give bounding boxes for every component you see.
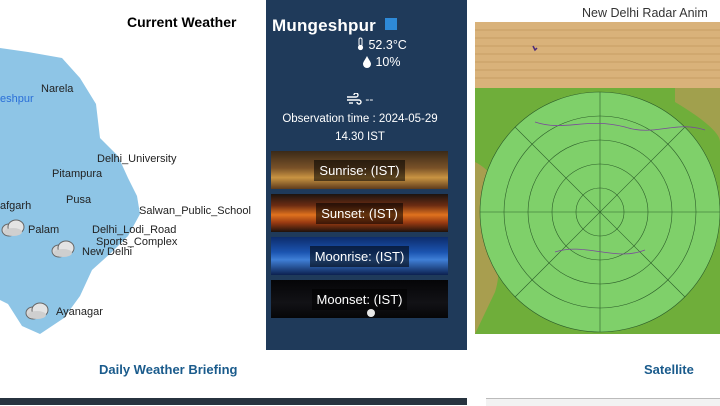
station-info-panel [266,0,467,350]
wind-row [346,92,373,106]
briefing-preview-strip [0,398,467,405]
droplet-icon [362,55,372,68]
map-label-new-delhi[interactable]: New Delhi [82,246,133,258]
sunset-label: Sunset: (IST) [316,203,403,224]
wind-value: -- [365,92,374,106]
map-label-mungeshpur[interactable]: eshpur [0,93,34,105]
map-label-pusa[interactable]: Pusa [66,194,92,206]
map-label-sports-complex[interactable]: Sports_Complex [96,236,178,248]
cloud-icon[interactable] [50,239,76,259]
moonset-label: Moonset: (IST) [312,289,408,310]
daily-weather-briefing-link[interactable]: Daily Weather Briefing [99,362,238,377]
satellite-link[interactable]: Satellite [644,362,694,377]
radar-image[interactable] [475,22,720,334]
delhi-region-map [0,0,265,350]
moon-icon [367,309,375,317]
station-marker-square [385,18,397,30]
map-label-delhi-lodi-road[interactable]: Delhi_Lodi_Road [92,224,177,236]
station-name: Mungeshpur [272,16,376,35]
map-label-ayanagar[interactable]: Ayanagar [56,306,103,318]
observation-clock: 14.30 IST [335,131,385,143]
map-label-salwan-public-school[interactable]: Salwan_Public_School [139,205,251,217]
cloud-icon[interactable] [0,218,26,238]
radar-title: New Delhi Radar Anim [582,6,708,20]
map-label-pitampura[interactable]: Pitampura [52,168,103,180]
thermometer-icon [356,37,365,51]
map-label-palam[interactable]: Palam [28,224,60,236]
wind-icon [346,93,362,105]
moonrise-box [271,237,448,275]
cloud-icon[interactable] [24,301,50,321]
observation-time: Observation time : 2024-05-29 [282,113,438,125]
humidity-row [362,55,401,69]
map-label-najafgarh[interactable]: afgarh [0,200,32,212]
sunrise-label: Sunrise: (IST) [314,160,404,181]
temperature-row [356,37,407,52]
sunrise-box [271,151,448,189]
map-label-narela[interactable]: Narela [41,83,74,95]
map-title: Current Weather [127,14,237,30]
temperature-value: 52.3°C [368,38,407,52]
map-label-delhi-university[interactable]: Delhi_University [97,153,177,165]
sunset-box [271,194,448,232]
moonset-box [271,280,448,318]
radar-panel[interactable] [467,0,720,350]
current-weather-map[interactable] [0,0,265,350]
humidity-value: 10% [375,55,401,69]
moonrise-label: Moonrise: (IST) [310,246,410,267]
